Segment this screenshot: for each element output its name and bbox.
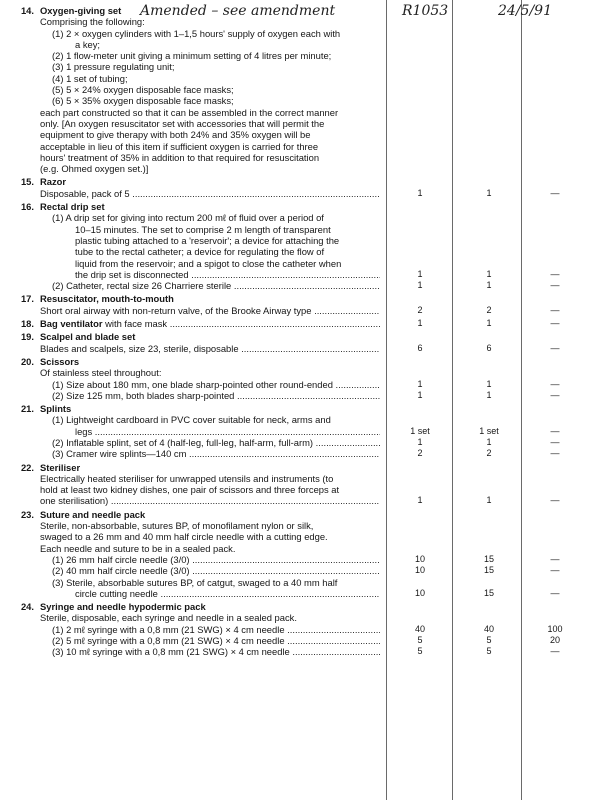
item-description: circle cutting needle .....	[75, 588, 380, 599]
item-description: one sterilisation) .....	[40, 495, 380, 506]
item-description: hours' treatment of 35% in addition to that required for resuscitation	[40, 151, 320, 163]
quantity-col-1: 6	[417, 342, 423, 353]
quantity-col-3: —	[550, 318, 560, 329]
item-title	[40, 293, 174, 304]
item-text-row	[0, 531, 594, 542]
item-text-row	[0, 246, 594, 257]
item-number: 23.	[20, 508, 34, 520]
quantity-col-3: —	[550, 304, 560, 315]
quantity-col-1: 2	[417, 304, 423, 315]
quantity-col-1: 1	[417, 187, 423, 198]
item-description: (2) Size 125 mm, both blades sharp-pointed .....	[52, 390, 380, 401]
quantity-col-1: 1	[417, 280, 423, 291]
quantity-col-1: 1	[417, 378, 423, 389]
item-description: each part constructed so that it can be assembled in the correct manner	[40, 106, 339, 118]
quantity-col-2: 1	[486, 495, 492, 506]
item-title-bold: Rectal drip set	[40, 201, 105, 213]
item-description: Disposable, pack of 5 .....	[40, 188, 380, 199]
quantity-col-1: 10	[414, 565, 425, 576]
item-description: (6) 5 × 35% oxygen disposable face masks;	[52, 95, 234, 107]
quantity-col-3: —	[550, 280, 560, 291]
item-title-bold: Scalpel and blade set	[40, 331, 136, 343]
quantity-col-2: 15	[483, 565, 494, 576]
item-number: 24.	[20, 601, 34, 613]
item-description: plastic tubing attached to a 'reservoir'; a device for attaching the	[75, 234, 340, 246]
quantity-col-1: 40	[414, 623, 425, 634]
quantity-col-3: —	[550, 389, 560, 400]
item-heading-row	[0, 176, 594, 187]
quantity-col-2: 2	[486, 304, 492, 315]
quantity-col-2: 1	[486, 318, 492, 329]
quantity-col-1: 1	[417, 318, 423, 329]
item-description: hold at least two kidney dishes, one pair of scissors and three forceps at	[40, 484, 340, 496]
item-description: legs .....	[75, 426, 380, 437]
item-text-row	[0, 258, 594, 269]
item-title-bold: Syringe and needle hypodermic pack	[40, 601, 206, 613]
item-number: 18.	[20, 318, 34, 330]
item-text-row	[0, 280, 594, 291]
item-title: Bag ventilator with face mask .....	[40, 318, 380, 329]
annotation-note: Amended – see amendment	[140, 3, 336, 19]
quantity-col-3: —	[550, 268, 560, 279]
item-title	[40, 509, 145, 520]
item-heading-row	[0, 356, 594, 367]
item-title-bold: Scissors	[40, 355, 80, 367]
quantity-col-1: 1	[417, 436, 423, 447]
quantity-col-2: 5	[486, 635, 492, 646]
quantity-col-1: 5	[417, 646, 423, 657]
item-title-bold: Splints	[40, 403, 72, 415]
item-title	[40, 5, 121, 16]
quantity-col-3: —	[550, 587, 560, 598]
item-description: (1) Lightweight cardboard in PVC cover suitable for neck, arms and	[52, 414, 331, 426]
quantity-col-3: —	[550, 378, 560, 389]
item-text-row	[0, 367, 594, 378]
item-text-row	[0, 141, 594, 152]
item-description: Sterile, non-absorbable, sutures BP, of monofilament nylon or silk,	[40, 520, 314, 532]
item-description: a key;	[75, 38, 101, 50]
item-text-row	[0, 235, 594, 246]
item-text-row	[0, 269, 594, 280]
item-text-row	[0, 646, 594, 657]
item-text-row	[0, 624, 594, 635]
item-number: 16.	[20, 201, 34, 213]
item-heading-row	[0, 318, 594, 329]
item-text-row	[0, 577, 594, 588]
item-description: acceptable in lieu of this item if sufficient oxygen is carried for three	[40, 140, 319, 152]
item-description: swaged to a 26 mm and 40 mm half circle needle with a cutting edge.	[40, 531, 328, 543]
item-text-row	[0, 107, 594, 118]
item-description: (2) Inflatable splint, set of 4 (half-leg, full-leg, half-arm, full-arm) .....	[52, 437, 380, 448]
item-description: equipment to give therapy with both 24% and 35% oxygen will be	[40, 129, 311, 141]
item-description: (1) 2 × oxygen cylinders with 1–1,5 hours' supply of oxygen each with	[52, 27, 341, 39]
item-description: (3) Sterile, absorbable sutures BP, of catgut, swaged to a 40 mm half	[52, 576, 338, 588]
item-description: liquid from the reservoir; and a spigot to close the catheter when	[75, 257, 342, 269]
item-number: 21.	[20, 403, 34, 415]
item-heading-row	[0, 201, 594, 212]
item-heading-row	[0, 403, 594, 414]
item-title	[40, 601, 206, 612]
quantity-col-2: 15	[483, 553, 494, 564]
quantity-col-3: —	[550, 436, 560, 447]
item-text-row	[0, 414, 594, 425]
quantity-col-1: 1	[417, 268, 423, 279]
item-description: 10–15 minutes. The set to comprise 2 m length of transparent	[75, 223, 331, 235]
annotation-date: 24/5/91	[498, 3, 552, 19]
item-text-row	[0, 495, 594, 506]
quantity-col-1: 1 set	[410, 425, 430, 436]
item-text-row	[0, 152, 594, 163]
quantity-col-1: 10	[414, 553, 425, 564]
item-heading-row	[0, 5, 594, 16]
item-description: Of stainless steel throughout:	[40, 367, 162, 379]
item-text-row	[0, 73, 594, 84]
item-description: (1) A drip set for giving into rectum 200 mℓ of fluid over a period of	[52, 212, 324, 224]
item-title-bold: Oxygen-giving set	[40, 5, 122, 16]
item-description: Comprising the following:	[40, 16, 145, 28]
quantity-col-2: 1 set	[479, 425, 499, 436]
item-description: (e.g. Ohmed oxygen set.)]	[40, 163, 149, 175]
item-title	[40, 176, 66, 187]
item-heading-row	[0, 293, 594, 304]
quantity-col-3: —	[550, 342, 560, 353]
item-description: (2) 1 flow-meter unit giving a minimum setting of 4 litres per minute;	[52, 50, 332, 62]
item-text-row	[0, 188, 594, 199]
item-text-row	[0, 448, 594, 459]
quantity-col-3: —	[550, 425, 560, 436]
item-text-row	[0, 343, 594, 354]
item-text-row	[0, 554, 594, 565]
item-text-row	[0, 224, 594, 235]
item-description: the drip set is disconnected .....	[75, 269, 380, 280]
quantity-col-1: 2	[417, 448, 423, 459]
item-description: (3) Cramer wire splints—140 cm .....	[52, 448, 380, 459]
item-text-row	[0, 50, 594, 61]
item-title	[40, 403, 71, 414]
item-description: Sterile, disposable, each syringe and needle in a sealed pack.	[40, 612, 297, 624]
item-text-row	[0, 543, 594, 554]
quantity-col-2: 6	[486, 342, 492, 353]
item-text-row	[0, 118, 594, 129]
item-description: (3) 1 pressure regulating unit;	[52, 61, 175, 73]
quantity-col-1: 5	[417, 635, 423, 646]
item-text-row	[0, 84, 594, 95]
item-title-bold: Suture and needle pack	[40, 508, 146, 520]
item-text-row	[0, 588, 594, 599]
quantity-col-2: 1	[486, 268, 492, 279]
item-text-row	[0, 484, 594, 495]
quantity-col-3: —	[550, 187, 560, 198]
quantity-col-3: —	[550, 495, 560, 506]
item-title	[40, 201, 105, 212]
item-heading-row	[0, 462, 594, 473]
item-title	[40, 356, 79, 367]
item-description: (1) Size about 180 mm, one blade sharp-pointed other round-ended .....	[52, 379, 380, 390]
item-text-row	[0, 437, 594, 448]
item-description: (4) 1 set of tubing;	[52, 72, 128, 84]
item-text-row	[0, 212, 594, 223]
item-heading-row	[0, 331, 594, 342]
quantity-col-3: 20	[549, 635, 560, 646]
item-description: (3) 10 mℓ syringe with a 0,8 mm (21 SWG) × 4 cm needle .....	[52, 646, 380, 657]
quantity-col-2: 1	[486, 280, 492, 291]
item-number: 14.	[20, 5, 34, 16]
quantity-col-3: —	[550, 646, 560, 657]
quantity-col-3: 100	[547, 623, 563, 634]
item-number: 15.	[20, 176, 34, 188]
item-description: (2) Catheter, rectal size 26 Charriere sterile .....	[52, 280, 380, 291]
item-number: 20.	[20, 355, 34, 367]
item-heading-row	[0, 601, 594, 612]
item-text-row	[0, 520, 594, 531]
item-text-row	[0, 61, 594, 72]
item-list	[0, 5, 594, 658]
item-title-bold: Resuscitator, mouth-to-mouth	[40, 293, 174, 305]
item-description: Blades and scalpels, size 23, sterile, disposable .....	[40, 343, 380, 354]
item-description: Short oral airway with non-return valve, of the Brooke Airway type .....	[40, 305, 380, 316]
item-title-bold: Razor	[40, 176, 67, 188]
item-text-row	[0, 95, 594, 106]
item-number: 22.	[20, 461, 34, 473]
item-title-bold: Steriliser	[40, 461, 81, 473]
quantity-col-1: 1	[417, 389, 423, 400]
item-description: (5) 5 × 24% oxygen disposable face masks;	[52, 84, 234, 96]
item-title-bold: Bag ventilator	[40, 318, 103, 330]
item-text-row	[0, 565, 594, 576]
quantity-col-1: 1	[417, 495, 423, 506]
item-text-row	[0, 129, 594, 140]
item-text-row	[0, 635, 594, 646]
quantity-col-2: 15	[483, 587, 494, 598]
item-description: (2) 5 mℓ syringe with a 0,8 mm (21 SWG) × 4 cm needle .....	[52, 635, 380, 646]
item-text-row	[0, 16, 594, 27]
quantity-col-3: —	[550, 448, 560, 459]
item-text-row	[0, 473, 594, 484]
item-description: Electrically heated steriliser for unwrapped utensils and instruments (to	[40, 472, 334, 484]
item-description: (1) 2 mℓ syringe with a 0,8 mm (21 SWG) × 4 cm needle .....	[52, 624, 380, 635]
quantity-col-2: 1	[486, 389, 492, 400]
quantity-col-1: 10	[414, 587, 425, 598]
item-text-row	[0, 163, 594, 174]
annotation-ref: R1053	[402, 3, 449, 19]
quantity-col-2: 1	[486, 436, 492, 447]
item-text-row	[0, 426, 594, 437]
item-number: 17.	[20, 293, 34, 305]
item-text-row	[0, 28, 594, 39]
item-number: 19.	[20, 331, 34, 343]
quantity-col-3: —	[550, 553, 560, 564]
quantity-col-2: 1	[486, 187, 492, 198]
item-text-row	[0, 39, 594, 50]
item-text-row	[0, 305, 594, 316]
item-text-row	[0, 379, 594, 390]
item-title	[40, 462, 80, 473]
item-title	[40, 331, 135, 342]
quantity-col-2: 5	[486, 646, 492, 657]
quantity-col-3: —	[550, 565, 560, 576]
item-description: tube to the rectal catheter; a device for regulating the flow of	[75, 246, 325, 258]
item-description: Each needle and suture to be in a sealed pack.	[40, 542, 236, 554]
item-description: (2) 40 mm half circle needle (3/0) .....	[52, 565, 380, 576]
quantity-col-2: 2	[486, 448, 492, 459]
item-description: (1) 26 mm half circle needle (3/0) .....	[52, 554, 380, 565]
quantity-col-2: 1	[486, 378, 492, 389]
item-text-row	[0, 612, 594, 623]
item-text-row	[0, 390, 594, 401]
quantity-col-2: 40	[483, 623, 494, 634]
item-description: only. [An oxygen resuscitator set with accessories that will permit the	[40, 117, 325, 129]
item-heading-row	[0, 509, 594, 520]
